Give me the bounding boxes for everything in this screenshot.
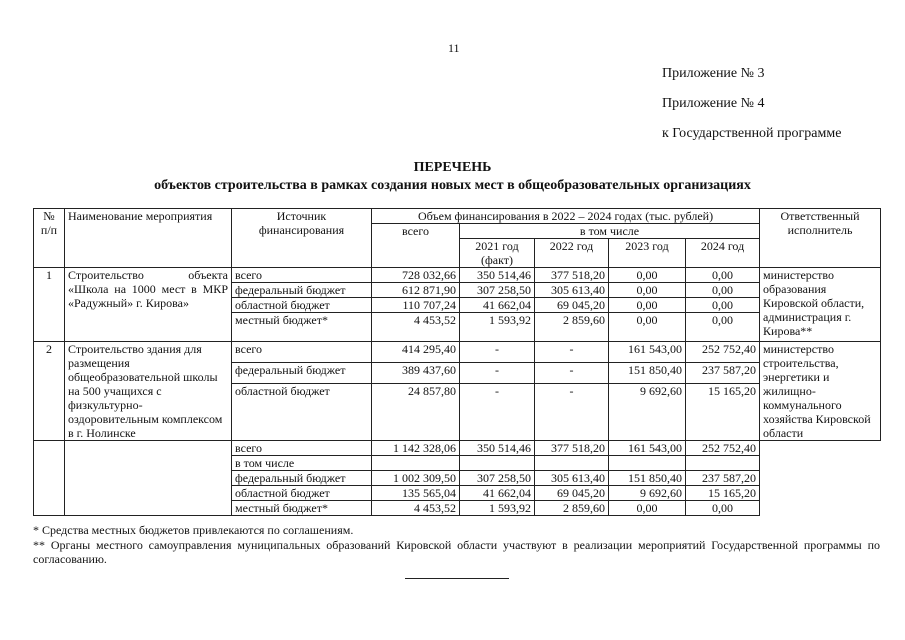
value-cell: 1 593,92 — [460, 313, 535, 342]
value-cell: - — [535, 384, 609, 441]
col-header-2023: 2023 год — [609, 239, 686, 268]
value-cell — [460, 456, 535, 471]
value-cell: 305 613,40 — [535, 283, 609, 298]
col-header-name: Наименование мероприятия — [65, 209, 232, 268]
value-cell: 0,00 — [609, 268, 686, 283]
value-cell: 728 032,66 — [372, 268, 460, 283]
item-name: Строительство здания для размещения общеобразовательной школы на 500 учащихся с физкультурно-оздоровительным комплексом в г. Нолинске — [65, 342, 232, 441]
appendix-line-2: Приложение № 4 — [662, 96, 765, 111]
source-cell: федеральный бюджет — [232, 283, 372, 298]
value-cell: 1 593,92 — [460, 501, 535, 516]
value-cell: 377 518,20 — [535, 441, 609, 456]
document-title: ПЕРЕЧЕНЬ — [413, 160, 492, 175]
table-row — [34, 268, 881, 283]
value-cell: 69 045,20 — [535, 298, 609, 313]
value-cell: 24 857,80 — [372, 384, 460, 441]
value-cell: 110 707,24 — [372, 298, 460, 313]
value-cell: - — [460, 384, 535, 441]
value-cell: 237 587,20 — [686, 471, 760, 486]
source-cell: всего — [232, 441, 372, 456]
col-header-num: № п/п — [34, 209, 65, 268]
value-cell: 69 045,20 — [535, 486, 609, 501]
source-cell: в том числе — [232, 456, 372, 471]
source-cell: всего — [232, 342, 372, 363]
executor-cell: министерство строительства, энергетики и жилищно-коммунального хозяйства Кировской области — [760, 342, 881, 441]
value-cell: 4 453,52 — [372, 501, 460, 516]
value-cell: 307 258,50 — [460, 471, 535, 486]
value-cell: 350 514,46 — [460, 441, 535, 456]
col-header-2024: 2024 год — [686, 239, 760, 268]
value-cell: 0,00 — [609, 313, 686, 342]
value-cell: 151 850,40 — [609, 363, 686, 384]
value-cell: 0,00 — [686, 501, 760, 516]
financing-table — [33, 208, 881, 516]
value-cell — [535, 456, 609, 471]
value-cell: 612 871,90 — [372, 283, 460, 298]
value-cell — [609, 456, 686, 471]
col-header-executor: Ответственный исполнитель — [760, 209, 881, 268]
footnote-local-budget: * Средства местных бюджетов привлекаются по соглашениям. — [33, 523, 354, 537]
value-cell: 252 752,40 — [686, 342, 760, 363]
page-number: 11 — [448, 41, 460, 55]
value-cell: 0,00 — [686, 268, 760, 283]
value-cell: 305 613,40 — [535, 471, 609, 486]
value-cell: 41 662,04 — [460, 486, 535, 501]
table-row — [34, 342, 881, 363]
value-cell: 41 662,04 — [460, 298, 535, 313]
value-cell: 389 437,60 — [372, 363, 460, 384]
divider-line — [405, 578, 509, 579]
value-cell: 0,00 — [686, 283, 760, 298]
value-cell: 1 142 328,06 — [372, 441, 460, 456]
header-row — [34, 209, 881, 224]
value-cell: 237 587,20 — [686, 363, 760, 384]
value-cell: 9 692,60 — [609, 486, 686, 501]
value-cell: 4 453,52 — [372, 313, 460, 342]
value-cell: - — [535, 363, 609, 384]
executor-cell: министерство образования Кировской области, администрация г. Кирова** — [760, 268, 881, 342]
totals-row — [34, 441, 881, 456]
value-cell: - — [460, 363, 535, 384]
col-header-source: Источник финансирования — [232, 209, 372, 268]
value-cell: 135 565,04 — [372, 486, 460, 501]
col-header-including: в том числе — [460, 224, 760, 239]
document-subtitle: объектов строительства в рамках создания новых мест в общеобразовательных организациях — [154, 178, 751, 193]
value-cell: 0,00 — [686, 298, 760, 313]
value-cell: - — [460, 342, 535, 363]
value-cell: 414 295,40 — [372, 342, 460, 363]
source-cell: федеральный бюджет — [232, 471, 372, 486]
value-cell: 15 165,20 — [686, 486, 760, 501]
value-cell — [686, 456, 760, 471]
value-cell: 1 002 309,50 — [372, 471, 460, 486]
item-number: 2 — [34, 342, 65, 441]
source-cell: областной бюджет — [232, 298, 372, 313]
value-cell: 151 850,40 — [609, 471, 686, 486]
value-cell: 2 859,60 — [535, 501, 609, 516]
col-header-2022: 2022 год — [535, 239, 609, 268]
totals-blank — [65, 441, 232, 516]
value-cell: 9 692,60 — [609, 384, 686, 441]
source-cell: всего — [232, 268, 372, 283]
totals-blank — [760, 441, 881, 516]
value-cell: 0,00 — [609, 298, 686, 313]
value-cell — [372, 456, 460, 471]
footnote-municipal: ** Органы местного самоуправления муниципальных образований Кировской области участвуют в реализации мероприятий Государственной программы по согласованию. — [33, 538, 880, 566]
source-cell: федеральный бюджет — [232, 363, 372, 384]
value-cell: 2 859,60 — [535, 313, 609, 342]
appendix-line-1: Приложение № 3 — [662, 66, 765, 81]
item-number: 1 — [34, 268, 65, 342]
source-cell: местный бюджет* — [232, 501, 372, 516]
totals-blank — [34, 441, 65, 516]
source-cell: местный бюджет* — [232, 313, 372, 342]
value-cell: 15 165,20 — [686, 384, 760, 441]
value-cell: 0,00 — [609, 283, 686, 298]
value-cell: 0,00 — [609, 501, 686, 516]
source-cell: областной бюджет — [232, 384, 372, 441]
item-name: Строительство объекта «Школа на 1000 мест в МКР «Радужный» г. Кирова» — [65, 268, 232, 342]
value-cell: 161 543,00 — [609, 342, 686, 363]
col-header-total: всего — [372, 224, 460, 268]
value-cell: 252 752,40 — [686, 441, 760, 456]
appendix-line-3: к Государственной программе — [662, 126, 842, 141]
value-cell: - — [535, 342, 609, 363]
value-cell: 161 543,00 — [609, 441, 686, 456]
value-cell: 307 258,50 — [460, 283, 535, 298]
value-cell: 0,00 — [686, 313, 760, 342]
value-cell: 350 514,46 — [460, 268, 535, 283]
col-header-volume: Объем финансирования в 2022 – 2024 годах (тыс. рублей) — [372, 209, 760, 224]
col-header-2021: 2021 год (факт) — [460, 239, 535, 268]
value-cell: 377 518,20 — [535, 268, 609, 283]
source-cell: областной бюджет — [232, 486, 372, 501]
